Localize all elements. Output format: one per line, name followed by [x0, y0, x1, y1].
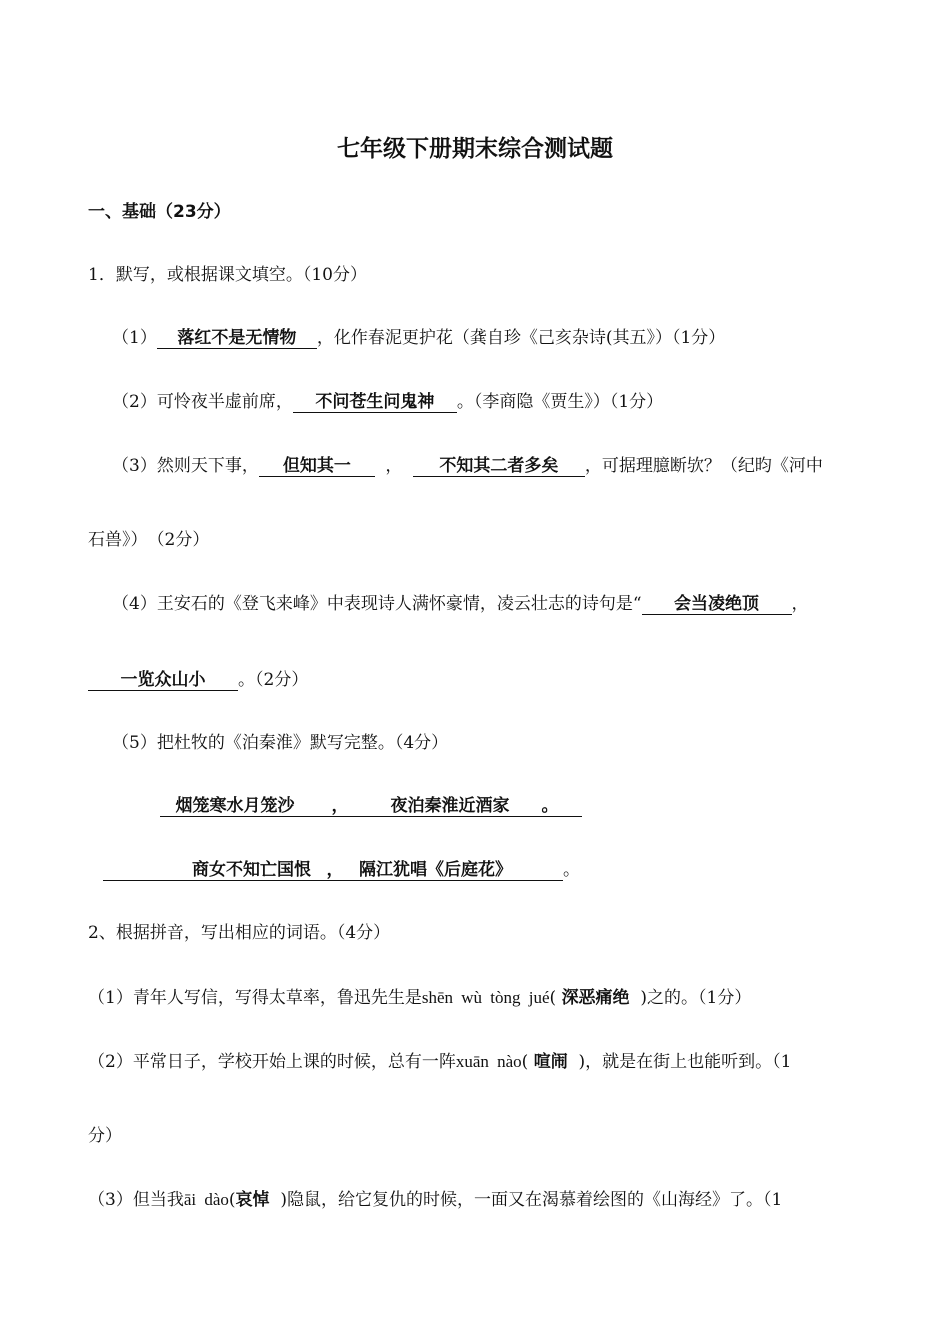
item-text: （3）但当我: [88, 1190, 184, 1210]
paren: (: [521, 1052, 529, 1072]
item-text: ，化作春泥更护花（龚自珍《己亥杂诗(其五》）（1分）: [316, 328, 726, 348]
answer-blank: 不问苍生问鬼神: [293, 392, 457, 413]
item-text: ，可据理臆断欤？（纪昀《河中: [584, 456, 823, 476]
q2-item-3: [88, 1188, 782, 1212]
item-text: 。（李商隐《贾生》）（1分）: [456, 392, 664, 412]
poem-line-1-blank: [160, 796, 582, 817]
q2-item-1: [88, 986, 751, 1010]
item-text: ，: [385, 456, 403, 476]
item-text: )，就是在街上也能听到。（1: [578, 1052, 792, 1072]
punct: ，: [331, 796, 349, 816]
answer-blank: 一览众山小: [88, 670, 238, 691]
answer-blank: 但知其一: [259, 456, 375, 477]
punct: ，: [326, 860, 344, 880]
q1-item-4-cont: [88, 668, 308, 692]
section-heading: 一、基础（23分）: [88, 202, 231, 222]
q1-item-5: （5）把杜牧的《泊秦淮》默写完整。（4分）: [112, 733, 449, 753]
answer-blank: 不知其二者多矣: [413, 456, 585, 477]
answer-blank: 落红不是无情物: [157, 328, 317, 349]
answer-text: 夜泊秦淮近酒家: [390, 796, 510, 816]
answer-word: 哀悼: [235, 1190, 270, 1210]
poem-line-2-blank: [103, 860, 563, 881]
q1-item-3: [112, 454, 823, 478]
question-1-stem: 1．默写，或根据课文填空。（10分）: [88, 265, 367, 285]
paren: (: [228, 1190, 236, 1210]
pinyin: āi dào: [183, 1190, 229, 1209]
poem-line-2: [103, 858, 580, 882]
punct: 。: [541, 796, 559, 816]
answer-text: 烟笼寒水月笼沙: [175, 796, 295, 816]
q2-item-2: [88, 1050, 791, 1074]
item-number: （1）: [112, 328, 157, 348]
q1-item-2: [112, 390, 663, 414]
page-title: 七年级下册期末综合测试题: [337, 136, 613, 162]
question-2-stem: 2、根据拼音，写出相应的词语。（4分）: [88, 923, 391, 943]
answer-text: 商女不知亡国恨: [192, 860, 311, 880]
pinyin: xuān nào: [455, 1052, 522, 1071]
item-text: （4）王安石的《登飞来峰》中表现诗人满怀豪情，凌云壮志的诗句是“: [112, 594, 642, 614]
answer-blank: 会当凌绝顶: [642, 594, 792, 615]
item-text: （2）平常日子，学校开始上课的时候，总有一阵: [88, 1052, 456, 1072]
pinyin: shēn wù tòng jué: [421, 988, 550, 1007]
answer-word: 深恶痛绝: [561, 988, 630, 1008]
item-text: )隐鼠，给它复仇的时候，一面又在渴慕着绘图的《山海经》了。（1: [280, 1190, 783, 1210]
paren: (: [549, 988, 557, 1008]
q1-item-3-cont: 石兽》） （2分）: [88, 530, 210, 550]
q1-item-4: [112, 592, 809, 616]
answer-text: 隔江犹唱《后庭花》: [359, 860, 512, 880]
item-text: （3）然则天下事，: [112, 456, 259, 476]
item-text: ，: [791, 594, 809, 614]
item-text: （1）青年人写信，写得太草率，鲁迅先生是: [88, 988, 422, 1008]
q1-item-1: [112, 326, 725, 350]
item-text: )之的。（1分）: [640, 988, 752, 1008]
punct: 。: [563, 860, 580, 880]
item-text: 。（2分）: [238, 670, 309, 690]
poem-line-1: [160, 794, 582, 818]
item-text: （2）可怜夜半虚前席，: [112, 392, 293, 412]
q2-item-2-cont: 分）: [88, 1126, 122, 1146]
answer-word: 喧闹: [533, 1052, 568, 1072]
